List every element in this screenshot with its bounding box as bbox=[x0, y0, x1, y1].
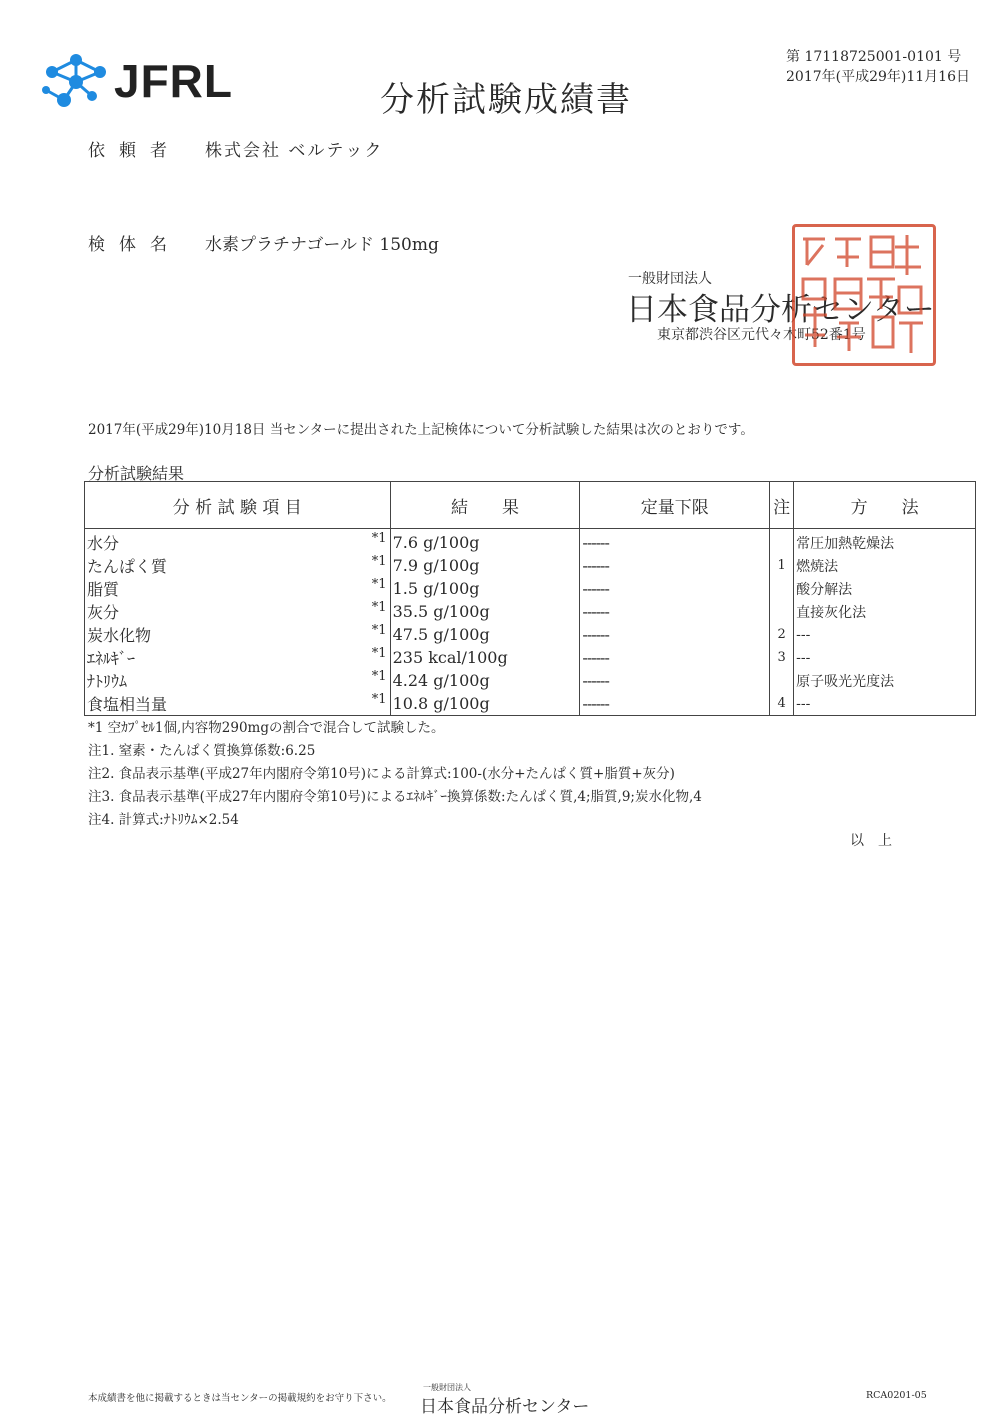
item-cell bbox=[85, 600, 391, 623]
results-table bbox=[84, 481, 976, 716]
item-name: ｴﾈﾙｷﾞｰ bbox=[87, 649, 136, 668]
jfrl-logo bbox=[42, 50, 232, 112]
limit-cell: ------ bbox=[580, 554, 770, 577]
page-title: 分析試験成績書 bbox=[380, 80, 632, 120]
result-cell: 7.6 g/100g bbox=[390, 529, 580, 555]
limit-cell: ------ bbox=[580, 600, 770, 623]
footnote-mark: *1 bbox=[371, 623, 387, 638]
note-3: 注3. 食品表示基準(平成27年内閣府令第10号)によるｴﾈﾙｷﾞｰ換算係数:たんぱく質,4;脂質,9;炭水化物,4 bbox=[88, 789, 702, 805]
footnote-mark: *1 bbox=[371, 646, 387, 661]
client-value: 株式会社 ベルテック bbox=[205, 141, 384, 161]
method-cell: 燃焼法 bbox=[794, 554, 976, 577]
result-cell: 4.24 g/100g bbox=[390, 669, 580, 692]
result-cell: 35.5 g/100g bbox=[390, 600, 580, 623]
table-row bbox=[85, 600, 976, 623]
note-cell bbox=[770, 577, 794, 600]
item-cell bbox=[85, 692, 391, 716]
item-name: 脂質 bbox=[87, 580, 120, 599]
result-cell: 10.8 g/100g bbox=[390, 692, 580, 716]
table-row bbox=[85, 669, 976, 692]
document-number: 第 17118725001-0101 号 bbox=[786, 49, 962, 65]
sample-label: 検体名 bbox=[88, 235, 181, 255]
footnote-mark: *1 bbox=[371, 600, 387, 615]
note-2: 注2. 食品表示基準(平成27年内閣府令第10号)による計算式:100-(水分+たんぱく質+脂質+灰分) bbox=[88, 766, 675, 782]
footer-org-type: 一般財団法人 bbox=[423, 1383, 471, 1392]
organization-name: 日本食品分析センター bbox=[626, 292, 935, 328]
note-4: 注4. 計算式:ﾅﾄﾘｳﾑ×2.54 bbox=[88, 812, 239, 828]
method-cell: 常圧加熱乾燥法 bbox=[794, 529, 976, 555]
header-item: 分 析 試 験 項 目 bbox=[85, 482, 391, 529]
method-cell: 直接灰化法 bbox=[794, 600, 976, 623]
item-name: ﾅﾄﾘｳﾑ bbox=[87, 672, 128, 691]
note-cell: 2 bbox=[770, 623, 794, 646]
header-note: 注 bbox=[770, 482, 794, 529]
note-cell: 4 bbox=[770, 692, 794, 716]
organization-address: 東京都渋谷区元代々木町52番1号 bbox=[657, 327, 866, 343]
limit-cell: ------ bbox=[580, 529, 770, 555]
limit-cell: ------ bbox=[580, 577, 770, 600]
header-method: 方 法 bbox=[794, 482, 976, 529]
method-cell: --- bbox=[794, 692, 976, 716]
table-row bbox=[85, 577, 976, 600]
result-cell: 235 kcal/100g bbox=[390, 646, 580, 669]
method-cell: 酸分解法 bbox=[794, 577, 976, 600]
client-label: 依頼者 bbox=[88, 141, 181, 161]
note-cell: 3 bbox=[770, 646, 794, 669]
item-cell bbox=[85, 669, 391, 692]
item-cell bbox=[85, 646, 391, 669]
limit-cell: ------ bbox=[580, 692, 770, 716]
method-cell: 原子吸光光度法 bbox=[794, 669, 976, 692]
note-1: 注1. 窒素・たんぱく質換算係数:6.25 bbox=[88, 743, 316, 759]
table-row bbox=[85, 623, 976, 646]
document-date: 2017年(平成29年)11月16日 bbox=[786, 69, 970, 85]
method-cell: --- bbox=[794, 646, 976, 669]
note-cell: 1 bbox=[770, 554, 794, 577]
sample-value: 水素プラチナゴールド 150mg bbox=[205, 235, 439, 255]
footnote-1: *1 空ｶﾌﾟｾﾙ1個,内容物290mgの割合で混合して試験した。 bbox=[88, 720, 445, 736]
logo-text: JFRL bbox=[114, 55, 233, 107]
footnote-mark: *1 bbox=[371, 531, 387, 546]
note-cell bbox=[770, 669, 794, 692]
section-title: 分析試験結果 bbox=[88, 464, 185, 483]
form-code: RCA0201-05 bbox=[866, 1390, 927, 1401]
method-cell: --- bbox=[794, 623, 976, 646]
limit-cell: ------ bbox=[580, 669, 770, 692]
item-name: 炭水化物 bbox=[87, 626, 152, 645]
item-cell bbox=[85, 577, 391, 600]
intro-text: 2017年(平成29年)10月18日 当センターに提出された上記検体について分析試験した結果は次のとおりです。 bbox=[88, 422, 754, 438]
footnote-mark: *1 bbox=[371, 669, 387, 684]
result-cell: 1.5 g/100g bbox=[390, 577, 580, 600]
result-cell: 47.5 g/100g bbox=[390, 623, 580, 646]
item-cell bbox=[85, 554, 391, 577]
table-row bbox=[85, 646, 976, 669]
footnote-mark: *1 bbox=[371, 577, 387, 592]
item-name: 灰分 bbox=[87, 603, 120, 622]
footnote-mark: *1 bbox=[371, 554, 387, 569]
end-mark: 以 上 bbox=[850, 833, 892, 849]
table-row bbox=[85, 554, 976, 577]
organization-type: 一般財団法人 bbox=[628, 271, 712, 287]
note-cell bbox=[770, 600, 794, 623]
item-name: 食塩相当量 bbox=[87, 695, 168, 714]
molecule-icon bbox=[42, 50, 114, 112]
note-cell bbox=[770, 529, 794, 555]
limit-cell: ------ bbox=[580, 646, 770, 669]
table-row bbox=[85, 692, 976, 716]
limit-cell: ------ bbox=[580, 623, 770, 646]
official-seal bbox=[792, 224, 936, 366]
item-cell bbox=[85, 623, 391, 646]
header-result: 結 果 bbox=[390, 482, 580, 529]
result-cell: 7.9 g/100g bbox=[390, 554, 580, 577]
table-row bbox=[85, 529, 976, 555]
item-cell bbox=[85, 529, 391, 555]
item-name: たんぱく質 bbox=[87, 557, 168, 576]
table-header-row bbox=[85, 482, 976, 529]
item-name: 水分 bbox=[87, 534, 120, 553]
footer-org-name: 日本食品分析センター bbox=[420, 1397, 590, 1417]
footer-notice: 本成績書を他に掲載するときは当センターの掲載規約をお守り下さい。 bbox=[88, 1393, 392, 1404]
footnote-mark: *1 bbox=[371, 692, 387, 707]
header-limit: 定量下限 bbox=[580, 482, 770, 529]
